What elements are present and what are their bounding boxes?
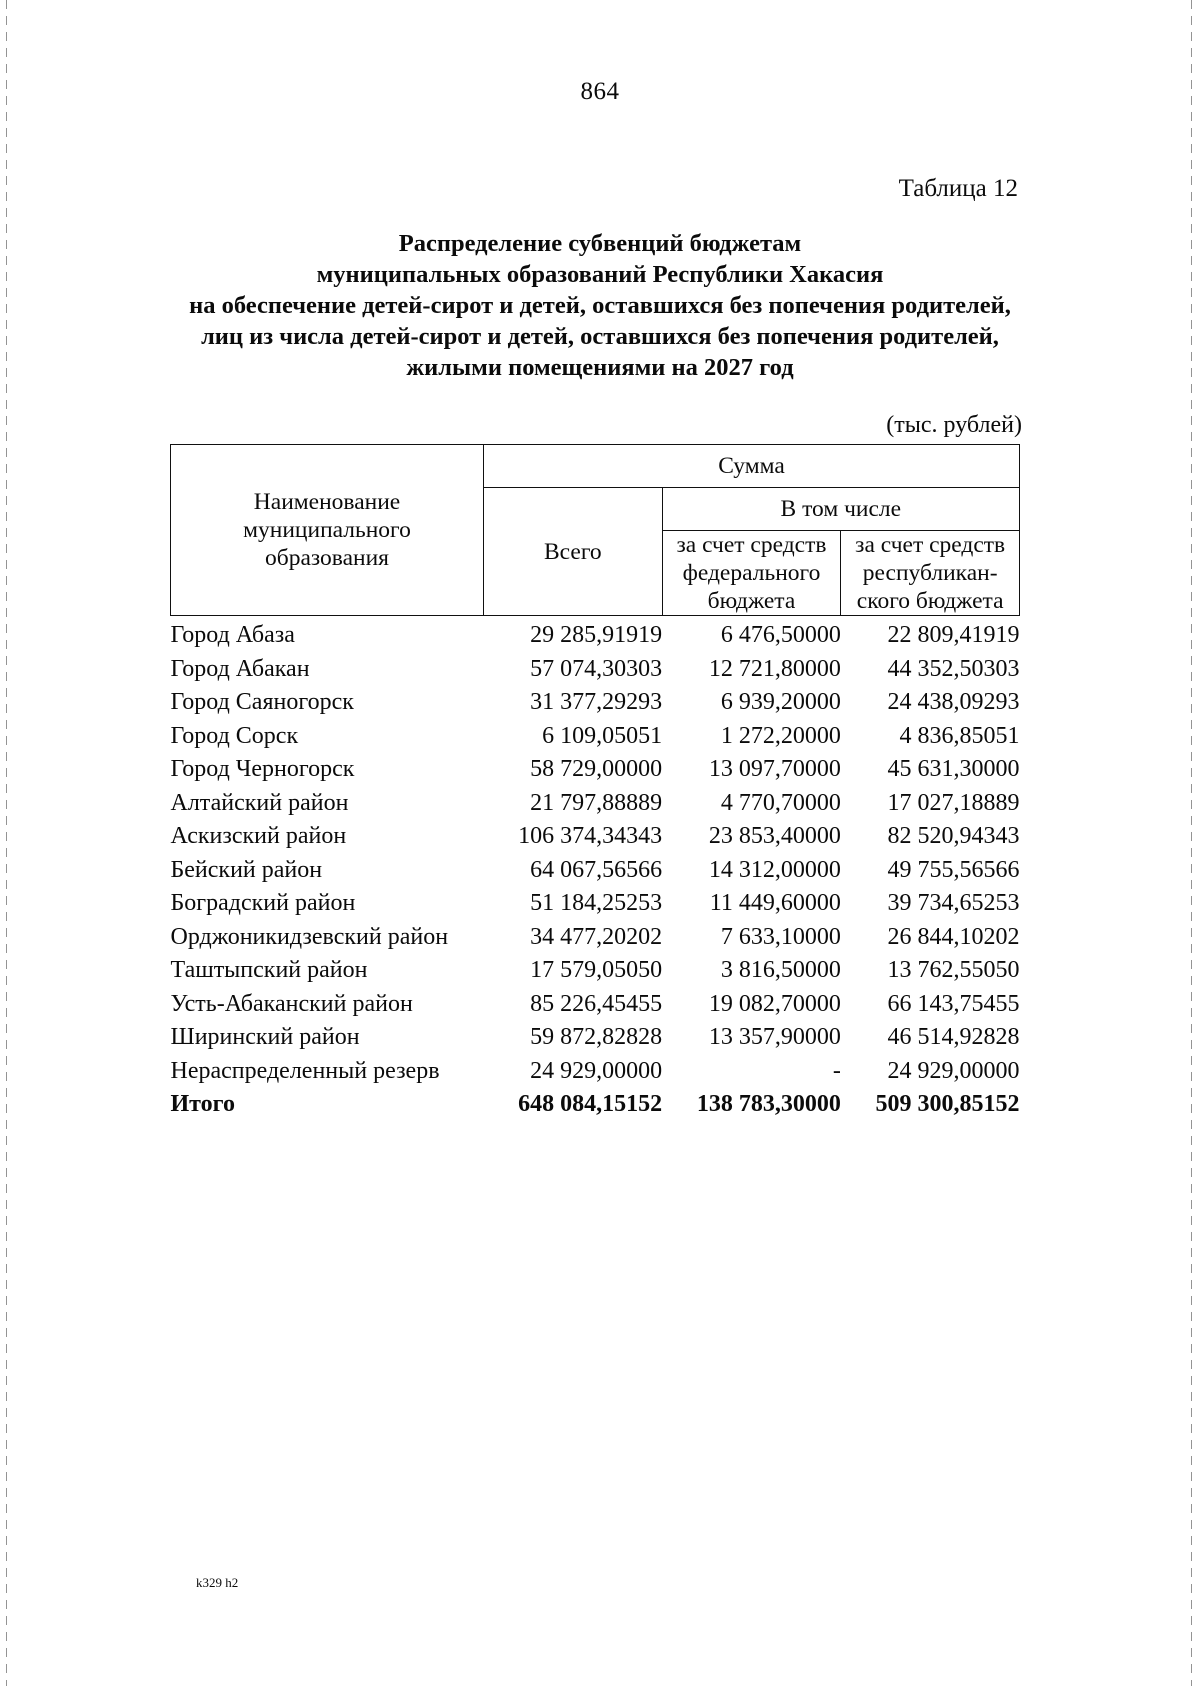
cell-total: 648 084,15152 [518,1091,663,1117]
table-row [171,887,1020,921]
cell-federal: 6 939,20000 [720,689,841,715]
table-row [171,653,1020,687]
cell-federal: 6 476,50000 [720,622,841,648]
cell-total: 21 797,88889 [530,789,663,816]
cell-federal: 23 853,40000 [708,823,841,849]
table-row [171,1021,1020,1055]
cell-republican: 49 755,56566 [887,856,1020,883]
col-header-total: Всего [484,488,663,616]
cell-municipality: Ширинский район [170,1024,360,1050]
col-header-municipality-line-3: образования [265,545,389,571]
title-line-2: муниципальных образований Республики Хакасия [316,261,884,288]
cell-federal: 7 633,10000 [720,923,841,950]
col-header-sum: Сумма [484,445,1020,488]
cell-republican: 13 762,55050 [887,957,1020,983]
table-row [171,988,1020,1022]
title-line-3: на обеспечение детей-сирот и детей, оставшихся без попечения родителей, [189,292,1011,319]
cell-municipality: Город Сорск [170,722,299,749]
cell-federal: 13 357,90000 [708,1024,841,1050]
cell-municipality: Боградский район [170,890,356,916]
col-header-federal-line-2: федерального [682,560,821,586]
cell-federal: 1 272,20000 [720,722,841,749]
subventions-table [170,444,1020,1122]
cell-total: 31 377,29293 [530,689,663,715]
cell-republican: 45 631,30000 [887,756,1020,782]
cell-republican: 39 734,65253 [887,890,1020,916]
cell-municipality: Город Черногорск [170,756,355,782]
subventions-table-wrapper [170,444,1020,1122]
cell-total: 57 074,30303 [530,655,663,682]
cell-republican: 22 809,41919 [887,622,1020,648]
cell-republican: 44 352,50303 [887,655,1020,682]
cell-republican: 46 514,92828 [887,1024,1020,1050]
scan-edge-right [1191,0,1192,1686]
page-number: 864 [580,78,620,105]
cell-republican: 17 027,18889 [887,789,1020,816]
cell-federal: 14 312,00000 [708,856,841,883]
table-row [171,921,1020,955]
col-header-municipality [171,445,484,616]
cell-federal: 4 770,70000 [720,789,841,816]
cell-total: 24 929,00000 [530,1057,663,1084]
page-title [150,228,1050,383]
col-header-federal-line-1: за счет средств [676,532,827,558]
cell-total: 17 579,05050 [530,957,663,983]
cell-federal: 12 721,80000 [708,655,841,682]
scan-edge-left [6,0,7,1686]
cell-total: 51 184,25253 [530,890,663,916]
cell-republican: 66 143,75455 [887,990,1020,1017]
units-note: (тыс. рублей) [886,412,1022,438]
table-row [171,753,1020,787]
footer-code: k329 h2 [196,1575,239,1590]
col-header-republican-line-2: республикан- [862,560,998,586]
col-header-republican-line-3: ского бюджета [856,588,1004,614]
col-header-in-which: В том числе [662,488,1019,531]
table-body [171,616,1020,1122]
col-header-municipality-line-1: Наименование [253,489,401,515]
table-row [171,1055,1020,1089]
cell-republican: 24 929,00000 [887,1057,1020,1084]
col-header-republican [841,531,1020,616]
table-row [171,854,1020,888]
cell-municipality: Алтайский район [170,789,349,816]
table-head [171,445,1020,616]
cell-republican: 24 438,09293 [887,689,1020,715]
table-row [171,787,1020,821]
title-line-5: жилыми помещениями на 2027 год [406,354,794,381]
cell-total: 34 477,20202 [530,923,663,950]
cell-municipality: Аскизский район [170,823,347,849]
table-row [171,820,1020,854]
cell-total: 85 226,45455 [530,990,663,1017]
cell-municipality: Орджоникидзевский район [170,923,449,950]
cell-total: 6 109,05051 [542,722,663,749]
table-row [171,616,1020,653]
header-row-1 [171,445,1020,488]
table-row [171,720,1020,754]
cell-republican: 82 520,94343 [887,823,1020,849]
cell-republican: 4 836,85051 [899,722,1020,749]
cell-total: 58 729,00000 [530,756,663,782]
col-header-federal [662,531,841,616]
cell-total: 106 374,34343 [518,823,663,849]
table-total-row [171,1088,1020,1122]
cell-republican: 509 300,85152 [875,1091,1020,1117]
cell-municipality: Город Абакан [170,655,310,682]
cell-municipality: Город Абаза [170,622,295,648]
cell-total: 29 285,91919 [530,622,663,648]
cell-municipality: Город Саяногорск [170,689,354,715]
table-label: Таблица 12 [898,175,1018,202]
cell-municipality: Усть-Абаканский район [170,990,413,1017]
cell-federal: 11 449,60000 [709,890,841,916]
cell-municipality: Бейский район [170,856,323,883]
cell-municipality: Итого [170,1091,235,1117]
col-header-municipality-line-2: муниципального [243,517,411,543]
cell-federal: - [832,1057,841,1084]
cell-federal: 13 097,70000 [708,756,841,782]
cell-republican: 26 844,10202 [887,923,1020,950]
cell-federal: 19 082,70000 [708,990,841,1017]
table-row [171,686,1020,720]
cell-federal: 3 816,50000 [720,957,841,983]
table-row [171,954,1020,988]
cell-total: 59 872,82828 [530,1024,663,1050]
cell-federal: 138 783,30000 [696,1091,841,1117]
cell-municipality: Нераспределенный резерв [170,1057,440,1084]
title-line-4: лиц из числа детей-сирот и детей, оставшихся без попечения родителей, [201,323,999,350]
col-header-republican-line-1: за счет средств [855,532,1006,558]
cell-municipality: Таштыпский район [170,957,368,983]
title-line-1: Распределение субвенций бюджетам [398,230,802,257]
cell-total: 64 067,56566 [530,856,663,883]
col-header-federal-line-3: бюджета [707,588,796,614]
